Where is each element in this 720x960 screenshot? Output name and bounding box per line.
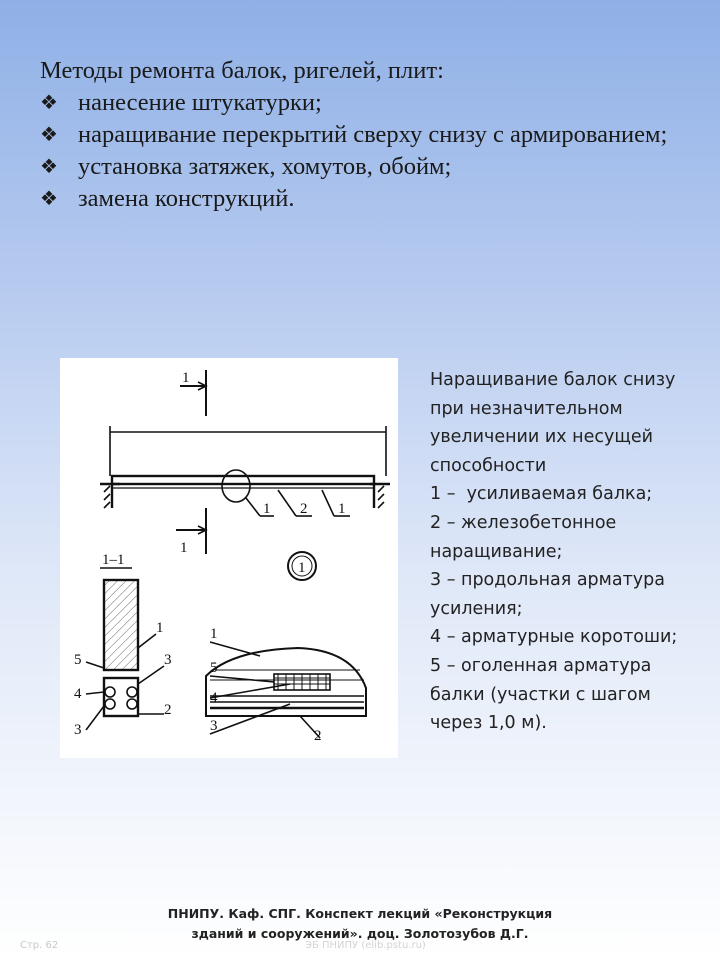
svg-text:1: 1 xyxy=(156,620,164,636)
bullet-item xyxy=(40,154,680,180)
caption-line: 2 – железобетонное xyxy=(430,512,617,533)
svg-text:1–1: 1–1 xyxy=(102,552,125,568)
caption-line: при незначительном xyxy=(430,398,623,419)
slide-text xyxy=(40,58,680,218)
caption-line: через 1,0 м). xyxy=(430,713,547,734)
svg-text:2: 2 xyxy=(314,728,322,744)
figure-caption xyxy=(430,366,715,738)
bullet-item xyxy=(40,186,680,212)
caption-line: балки (участки с шагом xyxy=(430,684,651,705)
section-mark-top xyxy=(180,370,206,416)
bullet-item xyxy=(40,90,680,116)
svg-text:5: 5 xyxy=(210,660,218,676)
svg-text:1: 1 xyxy=(210,626,218,642)
slide-title: Методы ремонта балок, ригелей, плит: xyxy=(40,57,444,84)
bullet-text: замена конструкций. xyxy=(78,185,295,212)
svg-text:5: 5 xyxy=(74,652,82,668)
caption-line: Наращивание балок снизу xyxy=(430,370,676,390)
svg-text:1: 1 xyxy=(263,501,271,517)
svg-text:3: 3 xyxy=(74,722,82,738)
bullet-text: установка затяжек, хомутов, обойм; xyxy=(78,153,452,180)
page-number: Стр. 62 xyxy=(20,940,59,951)
detail-enlarged xyxy=(206,626,366,744)
footer-line: зданий и сооружений». доц. Золотозубов Д.Г. xyxy=(191,926,529,941)
svg-text:2: 2 xyxy=(300,501,308,517)
bullet-item xyxy=(40,122,680,148)
detail-marker xyxy=(288,552,316,580)
beam-leaders xyxy=(246,490,350,517)
caption-line: 5 – оголенная арматура xyxy=(430,655,652,676)
svg-text:1: 1 xyxy=(182,370,190,386)
bullet-text: нанесение штукатурки; xyxy=(78,89,322,116)
caption-line: 3 – продольная арматура xyxy=(430,570,665,591)
svg-text:4: 4 xyxy=(74,686,82,702)
caption-line: 4 – арматурные коротоши; xyxy=(430,627,678,648)
diamond-bullet-icon: ❖ xyxy=(40,156,58,178)
cross-section xyxy=(74,552,172,738)
svg-text:3: 3 xyxy=(210,718,218,734)
svg-text:1: 1 xyxy=(180,540,188,556)
footer-line: ПНИПУ. Каф. СПГ. Конспект лекций «Реконструкция xyxy=(167,906,553,921)
beam-strengthening-drawing xyxy=(60,358,398,758)
watermark: ЭБ ПНИПУ (elib.pstu.ru) xyxy=(305,940,426,951)
diamond-bullet-icon: ❖ xyxy=(40,188,58,210)
svg-text:1: 1 xyxy=(298,560,306,576)
slide-footer xyxy=(160,904,560,944)
caption-line: 1 – усиливаемая балка; xyxy=(430,484,653,505)
caption-line: усиления; xyxy=(430,598,523,619)
caption-line: наращивание; xyxy=(430,541,563,562)
diamond-bullet-icon: ❖ xyxy=(40,92,58,114)
caption-line: увеличении их несущей xyxy=(430,427,653,448)
bullet-text: наращивание перекрытий сверху снизу с армированием; xyxy=(78,121,668,148)
beam-elevation xyxy=(100,470,390,508)
svg-text:1: 1 xyxy=(338,501,346,517)
svg-text:4: 4 xyxy=(210,690,218,706)
section-mark-bottom xyxy=(176,508,206,556)
svg-text:3: 3 xyxy=(164,652,172,668)
diamond-bullet-icon: ❖ xyxy=(40,124,58,146)
caption-line: способности xyxy=(430,455,547,476)
svg-text:2: 2 xyxy=(164,702,172,718)
